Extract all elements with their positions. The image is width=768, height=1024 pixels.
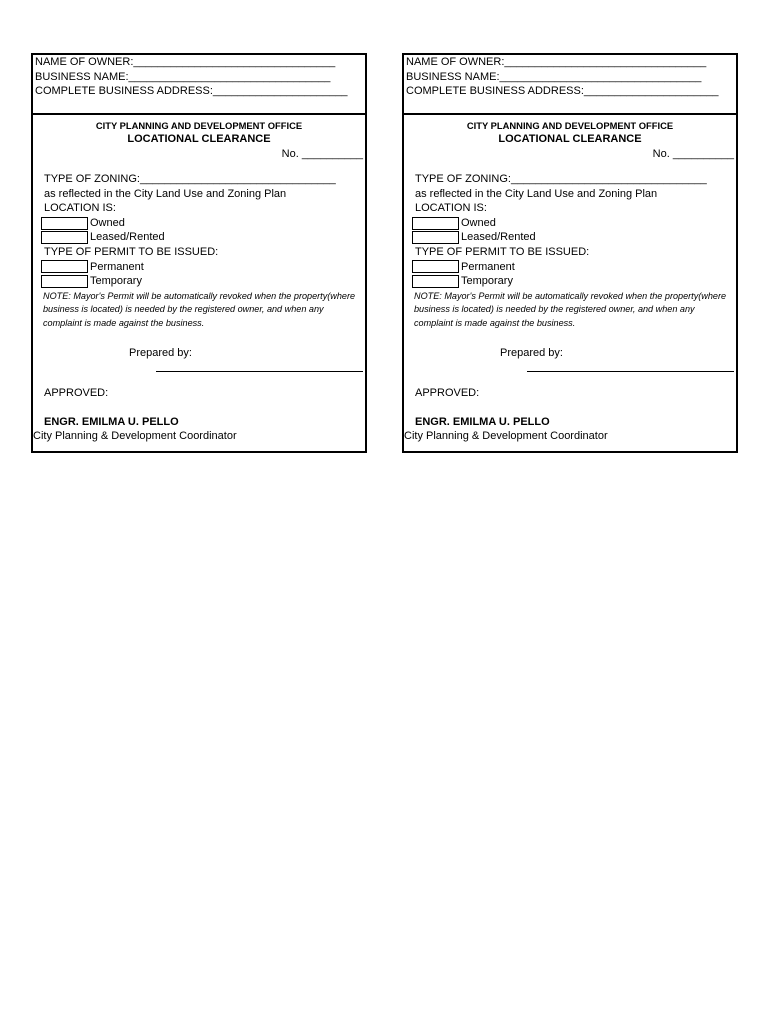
location-option-owned: [41, 216, 365, 231]
location-label: LOCATION IS:: [44, 202, 116, 215]
office-name: CITY PLANNING AND DEVELOPMENT OFFICE: [466, 120, 674, 131]
business-name-field[interactable]: BUSINESS NAME:_________________________________: [406, 70, 702, 83]
form-title: LOCATIONAL CLEARANCE: [498, 133, 642, 145]
approved-label: APPROVED:: [44, 386, 109, 399]
locational-clearance-form-right: [402, 53, 738, 453]
permanent-label: Permanent: [461, 260, 515, 273]
form-body: [404, 172, 736, 443]
signatory-position: City Planning & Development Coordinator: [33, 429, 237, 442]
permit-type-label: TYPE OF PERMIT TO BE ISSUED:: [44, 245, 219, 258]
form-header: [33, 55, 365, 115]
business-address-field[interactable]: COMPLETE BUSINESS ADDRESS:______________________: [406, 85, 719, 98]
permit-option-temporary: [412, 274, 736, 289]
owned-label: Owned: [461, 216, 496, 229]
location-option-owned: [412, 216, 736, 231]
clearance-number-field[interactable]: No. __________: [281, 148, 363, 160]
prepared-by-label: Prepared by:: [129, 346, 192, 359]
clearance-number-field[interactable]: No. __________: [652, 148, 734, 160]
owned-checkbox[interactable]: [412, 217, 459, 230]
location-option-leased: [412, 230, 736, 245]
business-name-field[interactable]: BUSINESS NAME:_________________________________: [35, 70, 331, 83]
location-option-leased: [41, 230, 365, 245]
leased-checkbox[interactable]: [412, 231, 459, 244]
approved-label: APPROVED:: [415, 386, 480, 399]
form-header: [404, 55, 736, 115]
owner-name-field[interactable]: NAME OF OWNER:_________________________________: [406, 56, 707, 68]
form-title: LOCATIONAL CLEARANCE: [127, 133, 271, 145]
temporary-checkbox[interactable]: [412, 275, 459, 288]
revocation-note: NOTE: Mayor's Permit will be automatically revoked when the property(where business is located) is needed by the registered owner, and when any complaint is made against the business.: [43, 290, 356, 328]
locational-clearance-form-left: [31, 53, 367, 453]
preparer-signature-line[interactable]: [156, 365, 363, 372]
leased-checkbox[interactable]: [41, 231, 88, 244]
permanent-checkbox[interactable]: [412, 260, 459, 273]
prepared-by-label: Prepared by:: [500, 346, 563, 359]
revocation-note: NOTE: Mayor's Permit will be automatically revoked when the property(where business is located) is needed by the registered owner, and when any complaint is made against the business.: [414, 290, 727, 328]
leased-label: Leased/Rented: [461, 231, 536, 244]
leased-label: Leased/Rented: [90, 231, 165, 244]
permit-option-temporary: [41, 274, 365, 289]
zoning-plan-text: as reflected in the City Land Use and Zoning Plan: [44, 187, 287, 200]
owned-label: Owned: [90, 216, 125, 229]
owned-checkbox[interactable]: [41, 217, 88, 230]
temporary-label: Temporary: [90, 275, 142, 288]
temporary-label: Temporary: [461, 275, 513, 288]
signatory-name: ENGR. EMILMA U. PELLO: [415, 415, 550, 428]
permit-option-permanent: [412, 260, 736, 275]
location-label: LOCATION IS:: [415, 202, 487, 215]
permanent-checkbox[interactable]: [41, 260, 88, 273]
zoning-type-field[interactable]: TYPE OF ZONING:________________________________: [44, 173, 336, 185]
form-body: [33, 172, 365, 443]
owner-name-field[interactable]: NAME OF OWNER:_________________________________: [35, 56, 336, 68]
business-address-field[interactable]: COMPLETE BUSINESS ADDRESS:______________________: [35, 85, 348, 98]
signatory-name: ENGR. EMILMA U. PELLO: [44, 415, 179, 428]
permit-type-label: TYPE OF PERMIT TO BE ISSUED:: [415, 245, 590, 258]
permanent-label: Permanent: [90, 260, 144, 273]
permit-option-permanent: [41, 260, 365, 275]
temporary-checkbox[interactable]: [41, 275, 88, 288]
signatory-position: City Planning & Development Coordinator: [404, 429, 608, 442]
zoning-plan-text: as reflected in the City Land Use and Zoning Plan: [415, 187, 658, 200]
office-name: CITY PLANNING AND DEVELOPMENT OFFICE: [95, 120, 303, 131]
preparer-signature-line[interactable]: [527, 365, 734, 372]
zoning-type-field[interactable]: TYPE OF ZONING:________________________________: [415, 173, 707, 185]
